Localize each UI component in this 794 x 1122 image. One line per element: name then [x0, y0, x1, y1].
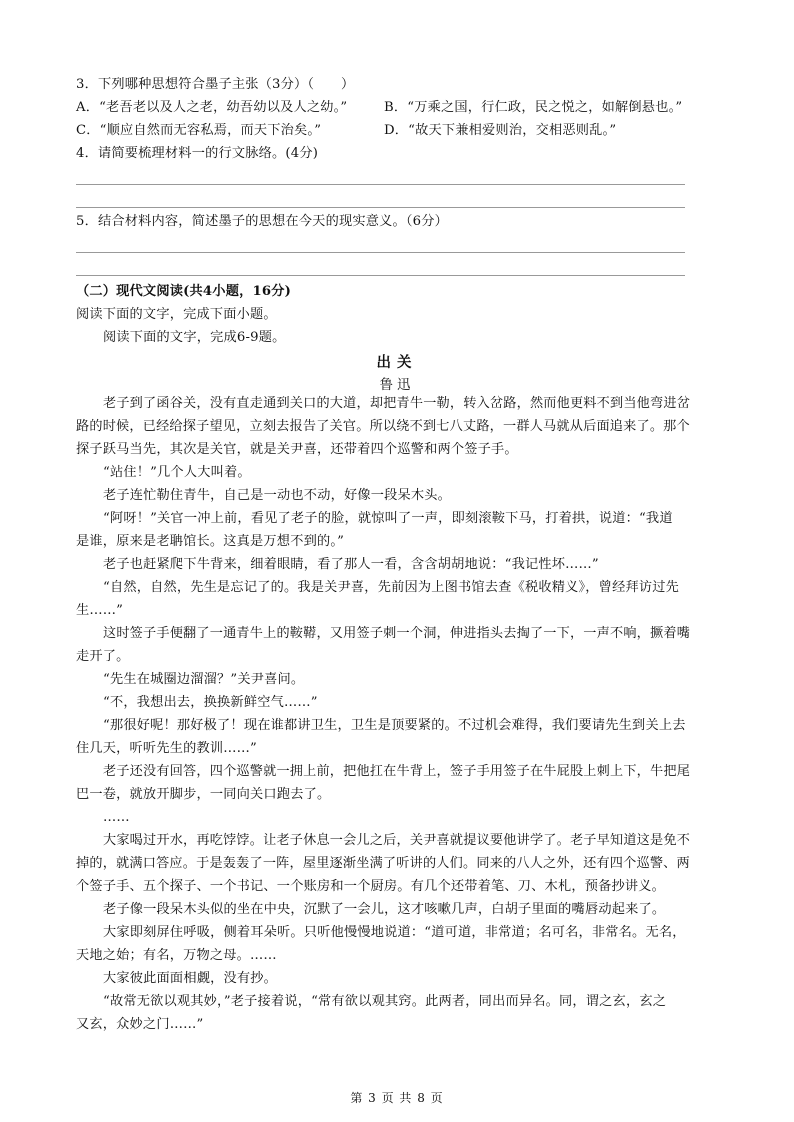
article-line: “阿呀！”关官一冲上前，看见了老子的脸，就惊叫了一声，即刻滚鞍下马，打着拱，说道：“我道	[103, 511, 673, 526]
page-footer: 第 3 页 共 8 页	[350, 1091, 444, 1105]
question-3-option-d: D．“故天下兼相爱则治，交相恶则乱。”	[384, 123, 617, 138]
article-line: 巴一卷，就放开脚步，一同向关口跑去了。	[76, 787, 331, 802]
question-3-option-b: B．“万乘之国，行仁政，民之悦之，如解倒悬也。”	[384, 100, 683, 115]
article-line: “那很好呢！那好极了！现在谁都讲卫生，卫生是顶要紧的。不过机会难得，我们要请先生到关上去	[103, 718, 686, 733]
article-title: 出关	[376, 354, 418, 371]
article-line: 大家即刻屏住呼吸，侧着耳朵听。只听他慢慢地说道：“道可道，非常道；名可名，非常名。无名，	[103, 925, 686, 940]
article-line: 天地之始；有名，万物之母。……	[76, 948, 277, 963]
answer-line	[76, 275, 685, 276]
article-line: 老子像一段呆木头似的坐在中央，沉默了一会儿，这才咳嗽几声，白胡子里面的嘴唇动起来了。	[103, 902, 666, 917]
question-3-option-a: A．“老吾老以及人之老，幼吾幼以及人之幼。”	[76, 100, 348, 115]
answer-line	[76, 184, 685, 185]
article-line: “站住！”几个人大叫着。	[103, 465, 251, 480]
section-heading: （二）现代文阅读(共4小题，16分)	[76, 284, 292, 299]
article-line: “自然，自然，先生是忘记了的。我是关尹喜，先前因为上图书馆去查《税收精义》，曾经拜访过先	[103, 580, 680, 595]
article-line: “故常无欲以观其妙，”老子接着说，“常有欲以观其窍。此两者，同出而异名。同，谓之玄，玄之	[103, 994, 667, 1009]
article-line: 探子跃马当先，其次是关官，就是关尹喜，还带着四个巡警和两个签子手。	[76, 442, 518, 457]
article-line: 路的时候，已经给探子望见，立刻去报告了关官。所以绕不到七八丈路，一群人马就从后面追来了。那个	[76, 419, 690, 434]
section-intro: 阅读下面的文字，完成下面小题。	[76, 307, 277, 322]
question-4-stem: 4．请简要梳理材料一的行文脉络。(4分)	[76, 146, 319, 161]
article-line: “不，我想出去，换换新鲜空气……”	[103, 695, 318, 710]
article-line: 掉的，就满口答应。于是轰轰了一阵，屋里逐渐坐满了听讲的人们。同来的八人之外，还有四个巡警、两	[76, 856, 690, 871]
article-line: 大家喝过开水，再吃饽饽。让老子休息一会儿之后，关尹喜就提议要他讲学了。老子早知道这是免不	[103, 833, 691, 848]
question-3-option-c: C．“顺应自然而无容私焉，而天下治矣。”	[76, 123, 322, 138]
article-line: 老子还没有回答，四个巡警就一拥上前，把他扛在牛背上，签子手用签子在牛屁股上刺上下，牛把尾	[103, 764, 691, 779]
article-line: 是谁，原来是老聃馆长。这真是万想不到的。”	[76, 534, 345, 549]
article-line: 老子连忙勒住青牛，自己是一动也不动，好像一段呆木头。	[103, 488, 452, 503]
article-line: 老子到了函谷关，没有直走通到关口的大道，却把青牛一勒，转入岔路，然而他更料不到当他弯进岔	[103, 396, 691, 411]
answer-line	[76, 252, 685, 253]
answer-line	[76, 207, 685, 208]
article-line: 老子也赶紧爬下牛背来，细着眼睛，看了那人一看，含含胡胡地说：“我记性坏……”	[103, 557, 599, 572]
question-3-stem: 3．下列哪种思想符合墨子主张（3分）（ ）	[76, 77, 355, 92]
article-line: 这时签子手便翻了一通青牛上的鞍鞯，又用签子刺一个洞，伸进指头去掏了一下，一声不响，撅着嘴	[103, 626, 691, 641]
article-line: 生……”	[76, 603, 124, 618]
article-author: 鲁迅	[379, 377, 415, 393]
article-ellipsis: ……	[103, 810, 130, 825]
article-line: 个签子手、五个探子、一个书记、一个账房和一个厨房。有几个还带着笔、刀、木札，预备抄讲义。	[76, 879, 666, 894]
question-5-stem: 5．结合材料内容，简述墨子的思想在今天的现实意义。（6分）	[76, 214, 449, 229]
article-line: 大家彼此面面相觑，没有抄。	[103, 971, 278, 986]
section-intro: 阅读下面的文字，完成6-9题。	[103, 330, 286, 345]
article-line: 又玄，众妙之门……”	[76, 1017, 204, 1032]
article-line: 走开了。	[76, 649, 130, 664]
article-line: “先生在城圈边溜溜？”关尹喜问。	[103, 672, 305, 687]
article-line: 住几天，听听先生的教训……”	[76, 741, 257, 756]
